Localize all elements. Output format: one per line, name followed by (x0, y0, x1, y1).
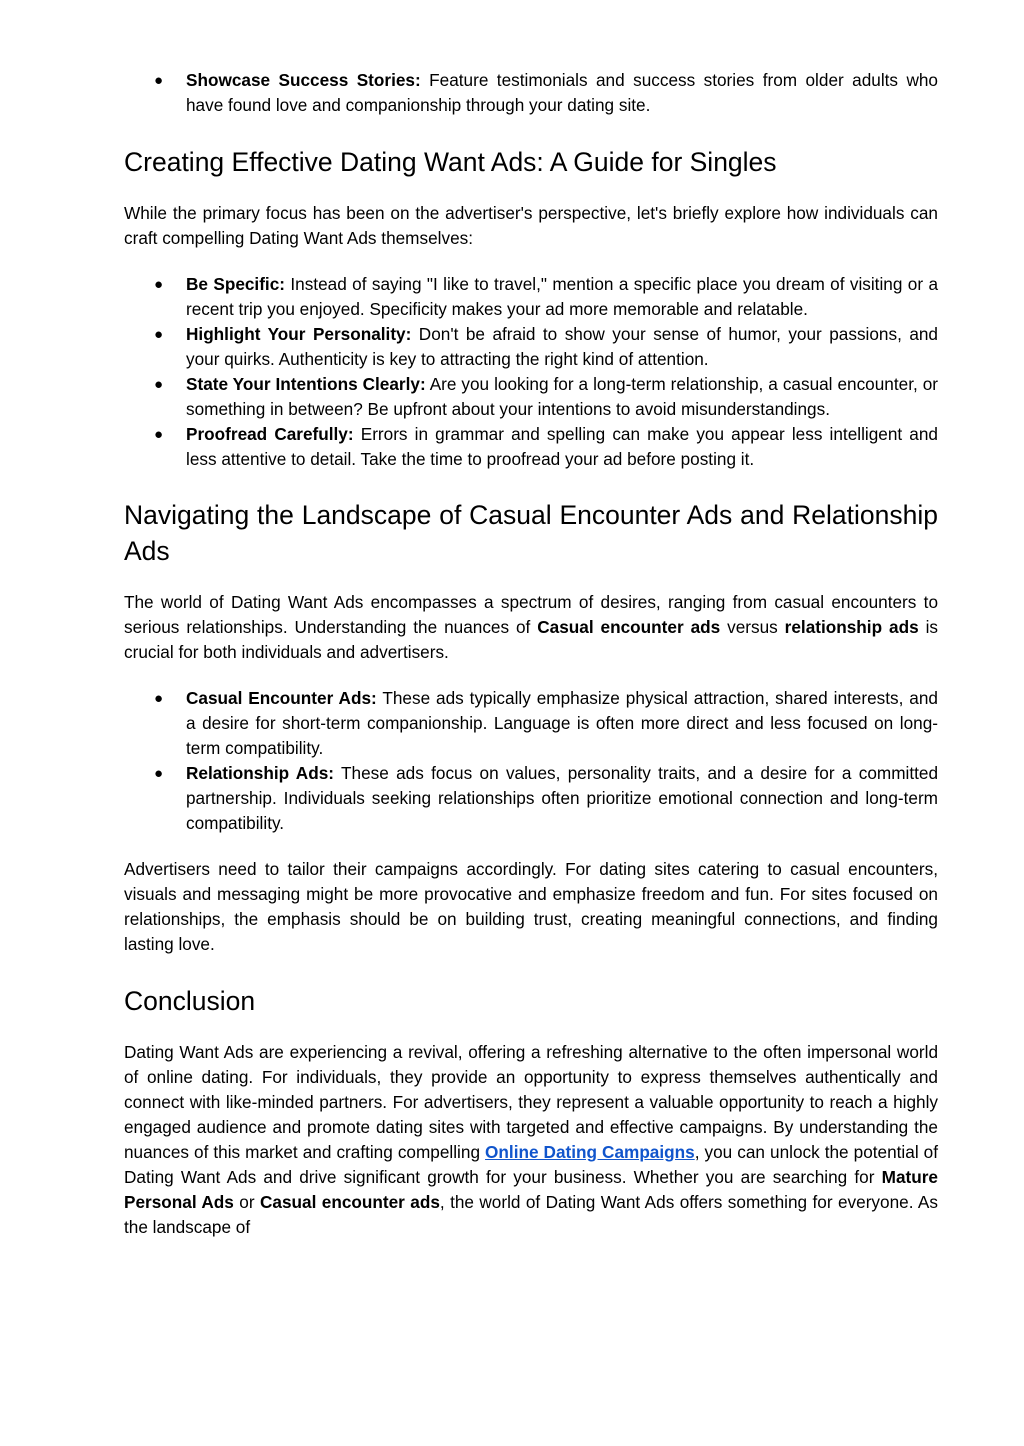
bullet-text: These ads focus on values, personality traits, and a desire for a committed partnership. Individuals seeking relationships often prioritize emotional connection and long-term compatibility. (186, 763, 939, 833)
list-item (124, 322, 938, 372)
section-intro (124, 590, 938, 665)
bullet-lead: State Your Intentions Clearly: (186, 374, 426, 394)
intro-text: is crucial for both individuals and advertisers. (124, 617, 938, 662)
intro-bold: Casual encounter ads (537, 617, 721, 637)
document-page (124, 68, 938, 1240)
bullet-lead: Casual Encounter Ads: (186, 688, 377, 708)
list-item (124, 272, 938, 322)
section-outro: Advertisers need to tailor their campaigns accordingly. For dating sites catering to casual encounters, visuals and messaging might be more provocative and emphasize freedom and fun. For sites focused on relationships, the emphasis should be on building trust, creating meaningful connections, and finding lasting love. (124, 859, 938, 954)
section-heading-conclusion: Conclusion (124, 986, 256, 1016)
bullet-text: Feature testimonials and success stories from older adults who have found love and companionship through your dating site. (186, 70, 938, 115)
conclusion-bold: Casual encounter ads (259, 1192, 440, 1212)
list-item (124, 68, 938, 118)
intro-text: versus (720, 617, 785, 637)
section-heading-singles-guide: Creating Effective Dating Want Ads: A Guide for Singles (124, 147, 777, 177)
conclusion-bold: Mature Personal Ads (124, 1167, 938, 1212)
conclusion-paragraph (124, 1040, 938, 1240)
ad-types-bullet-list (124, 686, 938, 836)
section-intro: While the primary focus has been on the advertiser's perspective, let's briefly explore how individuals can craft compelling Dating Want Ads themselves: (124, 203, 938, 248)
intro-bold: relationship ads (784, 617, 919, 637)
bullet-text: These ads typically emphasize physical attraction, shared interests, and a desire for short-term companionship. Language is often more direct and less focused on long-term compatibility. (186, 688, 938, 758)
bullet-icon: ● (154, 376, 164, 393)
bullet-icon: ● (154, 690, 164, 707)
conclusion-text: Dating Want Ads are experiencing a revival, offering a refreshing alternative to the often impersonal world of online dating. For individuals, they provide an opportunity to express themselves authentically and connect with like-minded partners. For advertisers, they represent a valuable opportunity to reach a highly engaged audience and promote dating sites with targeted and effective campaigns. By understanding the nuances of this market and crafting compelling (124, 1042, 938, 1162)
conclusion-text: , the world of Dating Want Ads offers something for everyone. As the landscape of (124, 1192, 938, 1237)
list-item (124, 761, 938, 836)
list-item (124, 422, 938, 472)
tips-bullet-list (124, 272, 938, 472)
bullet-text: Don't be afraid to show your sense of humor, your passions, and your quirks. Authenticity is key to attracting the right kind of attention. (186, 324, 938, 369)
intro-text: The world of Dating Want Ads encompasses a spectrum of desires, ranging from casual encounters to serious relationships. Understanding the nuances of (124, 592, 938, 637)
bullet-icon: ● (154, 765, 164, 782)
list-item (124, 372, 938, 422)
bullet-icon: ● (154, 276, 164, 293)
bullet-icon: ● (154, 326, 164, 343)
conclusion-text: or (233, 1192, 260, 1212)
section-heading-landscape: Navigating the Landscape of Casual Encounter Ads and Relationship Ads (124, 500, 938, 566)
bullet-text: Are you looking for a long-term relationship, a casual encounter, or something in between? Be upfront about your intentions to avoid misunderstandings. (186, 374, 938, 419)
bullet-lead: Showcase Success Stories: (186, 70, 421, 90)
bullet-icon: ● (154, 426, 164, 443)
bullet-lead: Be Specific: (186, 274, 285, 294)
bullet-lead: Relationship Ads: (186, 763, 335, 783)
list-item (124, 686, 938, 761)
bullet-lead: Proofread Carefully: (186, 424, 354, 444)
bullet-icon: ● (154, 72, 164, 89)
bullet-text: Instead of saying "I like to travel," mention a specific place you dream of visiting or a recent trip you enjoyed. Specificity makes your ad more memorable and relatable. (186, 274, 938, 319)
bullet-lead: Highlight Your Personality: (186, 324, 412, 344)
success-bullet-list (124, 68, 938, 118)
bullet-text: Errors in grammar and spelling can make you appear less intelligent and less attentive to detail. Take the time to proofread your ad before posting it. (186, 424, 938, 469)
conclusion-text: , you can unlock the potential of Dating Want Ads and drive significant growth for your business. Whether you are searching for (124, 1142, 939, 1187)
online-dating-campaigns-link[interactable]: Online Dating Campaigns (485, 1142, 695, 1162)
